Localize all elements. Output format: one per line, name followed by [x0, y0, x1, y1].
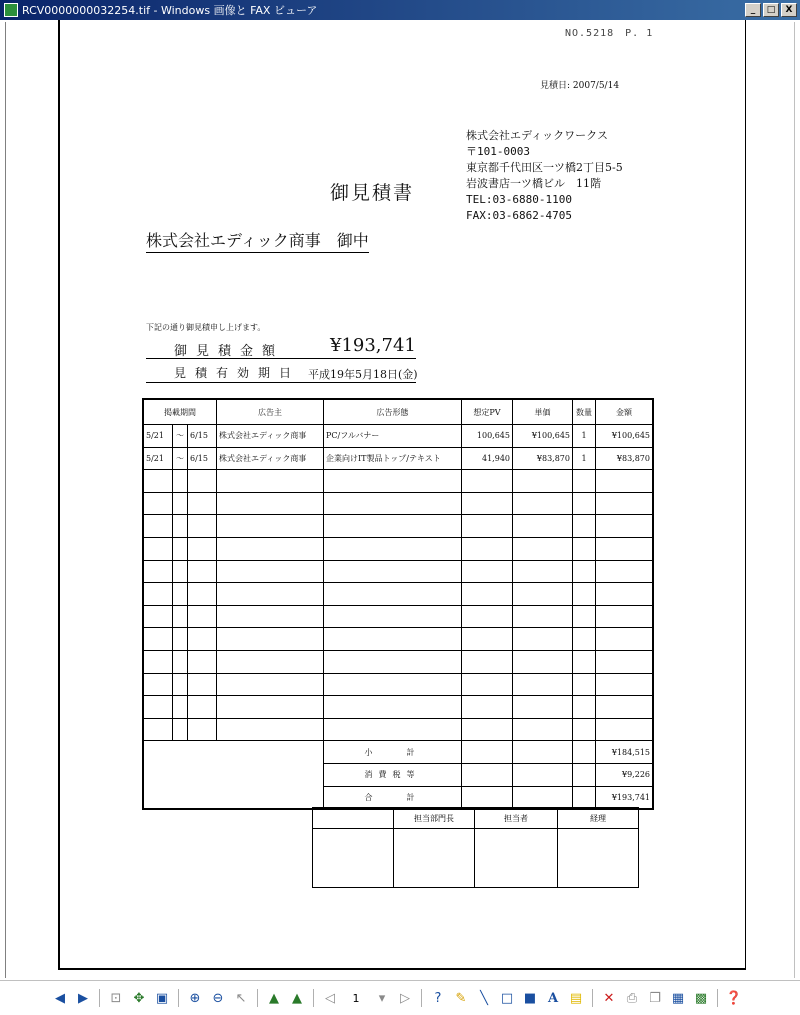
- approval-person: 担当者: [475, 808, 558, 829]
- cell-unit-price: ¥83,870: [513, 447, 573, 470]
- filled-rectangle-icon[interactable]: ■: [523, 990, 537, 1006]
- empty-cell: [596, 650, 654, 673]
- copy-icon[interactable]: ❐: [649, 990, 661, 1006]
- empty-cell: [462, 537, 513, 560]
- blank-cell: [573, 763, 596, 786]
- cell-amount: ¥100,645: [596, 425, 654, 448]
- empty-table-row: [143, 673, 653, 696]
- estimate-amount-label: 御見積金額: [174, 344, 285, 359]
- empty-cell: [596, 492, 654, 515]
- cell-amount: ¥83,870: [596, 447, 654, 470]
- cell-tilde: ～: [173, 447, 188, 470]
- blank-cell: [462, 741, 513, 764]
- empty-table-row: [143, 650, 653, 673]
- prev-page-icon[interactable]: ◁: [325, 990, 335, 1006]
- empty-cell: [513, 583, 573, 606]
- empty-cell: [143, 673, 173, 696]
- empty-cell: [596, 515, 654, 538]
- empty-cell: [596, 696, 654, 719]
- approval-box: [312, 807, 639, 888]
- cell-to: 6/15: [188, 447, 217, 470]
- empty-cell: [596, 673, 654, 696]
- image-viewer-area[interactable]: [0, 20, 800, 980]
- empty-cell: [143, 583, 173, 606]
- empty-cell: [462, 650, 513, 673]
- empty-cell: [217, 628, 324, 651]
- toolbar-separator: [592, 989, 593, 1007]
- empty-cell: [324, 696, 462, 719]
- empty-cell: [573, 492, 596, 515]
- empty-cell: [324, 470, 462, 493]
- empty-cell: [462, 628, 513, 651]
- empty-cell: [173, 470, 188, 493]
- empty-cell: [143, 515, 173, 538]
- empty-table-row: [143, 583, 653, 606]
- header-pv: 想定PV: [462, 399, 513, 425]
- empty-cell: [143, 650, 173, 673]
- stamp-cell: [394, 829, 475, 888]
- note-icon[interactable]: ▤: [569, 990, 583, 1006]
- empty-cell: [596, 537, 654, 560]
- empty-cell: [143, 718, 173, 741]
- empty-cell: [217, 492, 324, 515]
- cell-form: 企業向けIT製品トップ/テキスト: [324, 447, 462, 470]
- empty-cell: [143, 470, 173, 493]
- empty-cell: [217, 537, 324, 560]
- slideshow-icon[interactable]: ▣: [155, 990, 169, 1006]
- empty-cell: [324, 673, 462, 696]
- empty-cell: [188, 583, 217, 606]
- header-form: 広告形態: [324, 399, 462, 425]
- hollow-rectangle-icon[interactable]: □: [500, 990, 514, 1006]
- empty-cell: [573, 696, 596, 719]
- empty-cell: [143, 605, 173, 628]
- empty-cell: [173, 583, 188, 606]
- issuer-address1: 東京都千代田区一ツ橋2丁目5-5: [466, 161, 623, 174]
- empty-cell: [513, 605, 573, 628]
- empty-cell: [596, 583, 654, 606]
- select-icon[interactable]: ↖: [235, 990, 247, 1006]
- table-header-row: [143, 399, 653, 425]
- empty-cell: [217, 470, 324, 493]
- empty-cell: [462, 560, 513, 583]
- empty-table-row: [143, 537, 653, 560]
- prev-image-icon[interactable]: ◀: [55, 990, 65, 1006]
- zoom-in-icon[interactable]: ⊕: [189, 990, 201, 1006]
- empty-cell: [573, 605, 596, 628]
- empty-cell: [324, 583, 462, 606]
- empty-cell: [217, 515, 324, 538]
- issuer-company-block: [466, 128, 623, 224]
- empty-cell: [462, 696, 513, 719]
- empty-cell: [462, 718, 513, 741]
- empty-cell: [217, 673, 324, 696]
- estimate-amount-value: ¥193,741: [330, 335, 416, 356]
- empty-cell: [462, 470, 513, 493]
- empty-cell: [188, 515, 217, 538]
- empty-cell: [188, 718, 217, 741]
- empty-cell: [573, 560, 596, 583]
- toolbar-separator: [99, 989, 100, 1007]
- issuer-address2: 岩波書店一ツ橋ビル 11階: [466, 177, 601, 190]
- empty-cell: [324, 718, 462, 741]
- empty-cell: [324, 605, 462, 628]
- empty-cell: [573, 673, 596, 696]
- open-editor-icon[interactable]: ▩: [694, 990, 708, 1006]
- delete-icon[interactable]: ✕: [603, 990, 615, 1006]
- toolbar-separator: [178, 989, 179, 1007]
- app-icon: [4, 3, 18, 17]
- stamp-cell: [558, 829, 639, 888]
- empty-cell: [324, 515, 462, 538]
- empty-cell: [173, 718, 188, 741]
- empty-cell: [217, 560, 324, 583]
- cell-form: PC/フルバナー: [324, 425, 462, 448]
- empty-cell: [513, 650, 573, 673]
- empty-cell: [462, 673, 513, 696]
- empty-cell: [596, 718, 654, 741]
- empty-cell: [513, 673, 573, 696]
- stamp-cell: [313, 829, 394, 888]
- toolbar-separator: [717, 989, 718, 1007]
- estimate-amount-row: [146, 336, 416, 359]
- empty-table-row: [143, 628, 653, 651]
- empty-table-row: [143, 470, 653, 493]
- blank-cell: [513, 786, 573, 809]
- total-label: 合 計: [324, 786, 462, 809]
- intro-text: 下記の通り御見積申し上げます。: [146, 323, 266, 332]
- zoom-out-icon[interactable]: ⊖: [212, 990, 224, 1006]
- empty-cell: [513, 628, 573, 651]
- header-unit-price: 単価: [513, 399, 573, 425]
- approval-dept-head: 担当部門長: [394, 808, 475, 829]
- approval-header-row: [313, 808, 639, 829]
- empty-cell: [188, 492, 217, 515]
- empty-cell: [462, 583, 513, 606]
- empty-cell: [324, 492, 462, 515]
- tax-value: ¥9,226: [596, 763, 654, 786]
- document-title: 御見積書: [330, 182, 415, 204]
- stamp-cell: [475, 829, 558, 888]
- empty-cell: [217, 718, 324, 741]
- empty-cell: [324, 650, 462, 673]
- tax-label: 消費税等: [324, 763, 462, 786]
- cell-from: 5/21: [143, 425, 173, 448]
- toolbar-separator: [257, 989, 258, 1007]
- empty-cell: [173, 537, 188, 560]
- cell-from: 5/21: [143, 447, 173, 470]
- rotate-counterclockwise-icon[interactable]: ▲: [292, 990, 302, 1006]
- cell-tilde: ～: [173, 425, 188, 448]
- viewer-toolbar: [0, 980, 800, 1015]
- empty-cell: [173, 605, 188, 628]
- empty-table-row: [143, 718, 653, 741]
- empty-table-row: [143, 560, 653, 583]
- validity-label: 見積有効期日: [174, 366, 301, 380]
- empty-cell: [324, 537, 462, 560]
- empty-cell: [188, 470, 217, 493]
- maximize-button[interactable]: □: [763, 3, 779, 17]
- empty-cell: [173, 628, 188, 651]
- validity-value: 平成19年5月18日(金): [308, 368, 418, 381]
- empty-cell: [513, 537, 573, 560]
- empty-cell: [173, 650, 188, 673]
- issuer-fax: FAX:03-6862-4705: [466, 209, 572, 222]
- empty-cell: [188, 628, 217, 651]
- empty-cell: [188, 605, 217, 628]
- blank-cell: [513, 763, 573, 786]
- help-icon[interactable]: ❓: [725, 990, 743, 1006]
- empty-cell: [188, 650, 217, 673]
- empty-table-row: [143, 515, 653, 538]
- empty-cell: [188, 696, 217, 719]
- empty-cell: [324, 628, 462, 651]
- empty-cell: [173, 492, 188, 515]
- next-image-icon[interactable]: ▶: [78, 990, 88, 1006]
- empty-cell: [173, 696, 188, 719]
- page-dropdown-icon[interactable]: ▾: [378, 990, 386, 1006]
- empty-cell: [513, 515, 573, 538]
- estimate-date: 見積日: 2007/5/14: [540, 81, 620, 91]
- window-title-bar[interactable]: [0, 0, 800, 20]
- empty-cell: [573, 583, 596, 606]
- cell-pv: 100,645: [462, 425, 513, 448]
- blank-cell: [462, 763, 513, 786]
- doc-number: NO.5218 P. 1: [565, 28, 654, 39]
- recipient: 株式会社エディック商事 御中: [146, 228, 369, 253]
- actual-size-icon[interactable]: ✥: [133, 990, 145, 1006]
- total-value: ¥193,741: [596, 786, 654, 809]
- issuer-name: 株式会社エディックワークス: [466, 129, 609, 142]
- empty-cell: [188, 560, 217, 583]
- empty-cell: [217, 696, 324, 719]
- approval-stamp-row: [313, 829, 639, 888]
- issuer-postal: 〒101-0003: [466, 145, 530, 158]
- empty-cell: [188, 673, 217, 696]
- table-row: [143, 425, 653, 448]
- subtotal-row: [143, 741, 653, 764]
- empty-cell: [573, 537, 596, 560]
- approval-blank: [313, 808, 394, 829]
- cell-advertiser: 株式会社エディック商事: [217, 425, 324, 448]
- empty-cell: [188, 537, 217, 560]
- blank-cell: [573, 741, 596, 764]
- empty-table-row: [143, 492, 653, 515]
- empty-cell: [513, 696, 573, 719]
- empty-table-row: [143, 696, 653, 719]
- empty-cell: [596, 628, 654, 651]
- toolbar-separator: [313, 989, 314, 1007]
- scanned-page: [58, 20, 746, 970]
- empty-cell: [143, 696, 173, 719]
- empty-cell: [462, 605, 513, 628]
- window-title: RCV0000000032254.tif - Windows 画像と FAX ビューア: [22, 4, 318, 17]
- header-advertiser: 広告主: [217, 399, 324, 425]
- rotate-clockwise-icon[interactable]: ▲: [269, 990, 279, 1006]
- subtotal-label: 小 計: [324, 741, 462, 764]
- save-icon[interactable]: ▦: [671, 990, 685, 1006]
- subtotal-value: ¥184,515: [596, 741, 654, 764]
- cell-to: 6/15: [188, 425, 217, 448]
- empty-cell: [143, 537, 173, 560]
- print-icon[interactable]: ⎙: [626, 990, 638, 1006]
- cell-qty: 1: [573, 425, 596, 448]
- empty-cell: [173, 673, 188, 696]
- blank-cell: [513, 741, 573, 764]
- empty-cell: [573, 650, 596, 673]
- toolbar-separator: [421, 989, 422, 1007]
- empty-cell: [573, 628, 596, 651]
- cell-unit-price: ¥100,645: [513, 425, 573, 448]
- empty-cell: [596, 560, 654, 583]
- empty-cell: [324, 560, 462, 583]
- highlighter-icon[interactable]: ✎: [455, 990, 467, 1006]
- validity-row: [146, 362, 416, 383]
- empty-cell: [462, 492, 513, 515]
- table-row: [143, 447, 653, 470]
- best-fit-icon[interactable]: ⊡: [110, 990, 122, 1006]
- text-icon[interactable]: A: [547, 990, 559, 1006]
- empty-cell: [573, 470, 596, 493]
- empty-cell: [573, 515, 596, 538]
- estimate-table: [142, 398, 654, 810]
- header-period: 掲載期間: [143, 399, 217, 425]
- cell-advertiser: 株式会社エディック商事: [217, 447, 324, 470]
- empty-cell: [173, 560, 188, 583]
- blank-cell: [462, 786, 513, 809]
- page-number[interactable]: 1: [352, 991, 360, 1005]
- empty-cell: [573, 718, 596, 741]
- minimize-button[interactable]: _: [745, 3, 761, 17]
- empty-cell: [217, 605, 324, 628]
- cell-pv: 41,940: [462, 447, 513, 470]
- empty-cell: [173, 515, 188, 538]
- empty-cell: [513, 470, 573, 493]
- line-icon[interactable]: ╲: [480, 990, 488, 1006]
- header-qty: 数量: [573, 399, 596, 425]
- empty-cell: [596, 470, 654, 493]
- empty-cell: [143, 628, 173, 651]
- empty-cell: [217, 650, 324, 673]
- empty-cell: [143, 492, 173, 515]
- next-page-icon[interactable]: ▷: [400, 990, 410, 1006]
- blank-cell: [573, 786, 596, 809]
- empty-cell: [513, 718, 573, 741]
- approval-manager: 経理: [558, 808, 639, 829]
- cell-qty: 1: [573, 447, 596, 470]
- summary-blank: [143, 741, 324, 809]
- empty-cell: [596, 605, 654, 628]
- close-button[interactable]: X: [781, 3, 797, 17]
- header-amount: 金額: [596, 399, 654, 425]
- annotation-pointer-icon[interactable]: ?: [434, 990, 442, 1006]
- empty-cell: [513, 560, 573, 583]
- issuer-tel: TEL:03-6880-1100: [466, 193, 572, 206]
- empty-table-row: [143, 605, 653, 628]
- empty-cell: [143, 560, 173, 583]
- empty-cell: [217, 583, 324, 606]
- empty-cell: [462, 515, 513, 538]
- empty-cell: [513, 492, 573, 515]
